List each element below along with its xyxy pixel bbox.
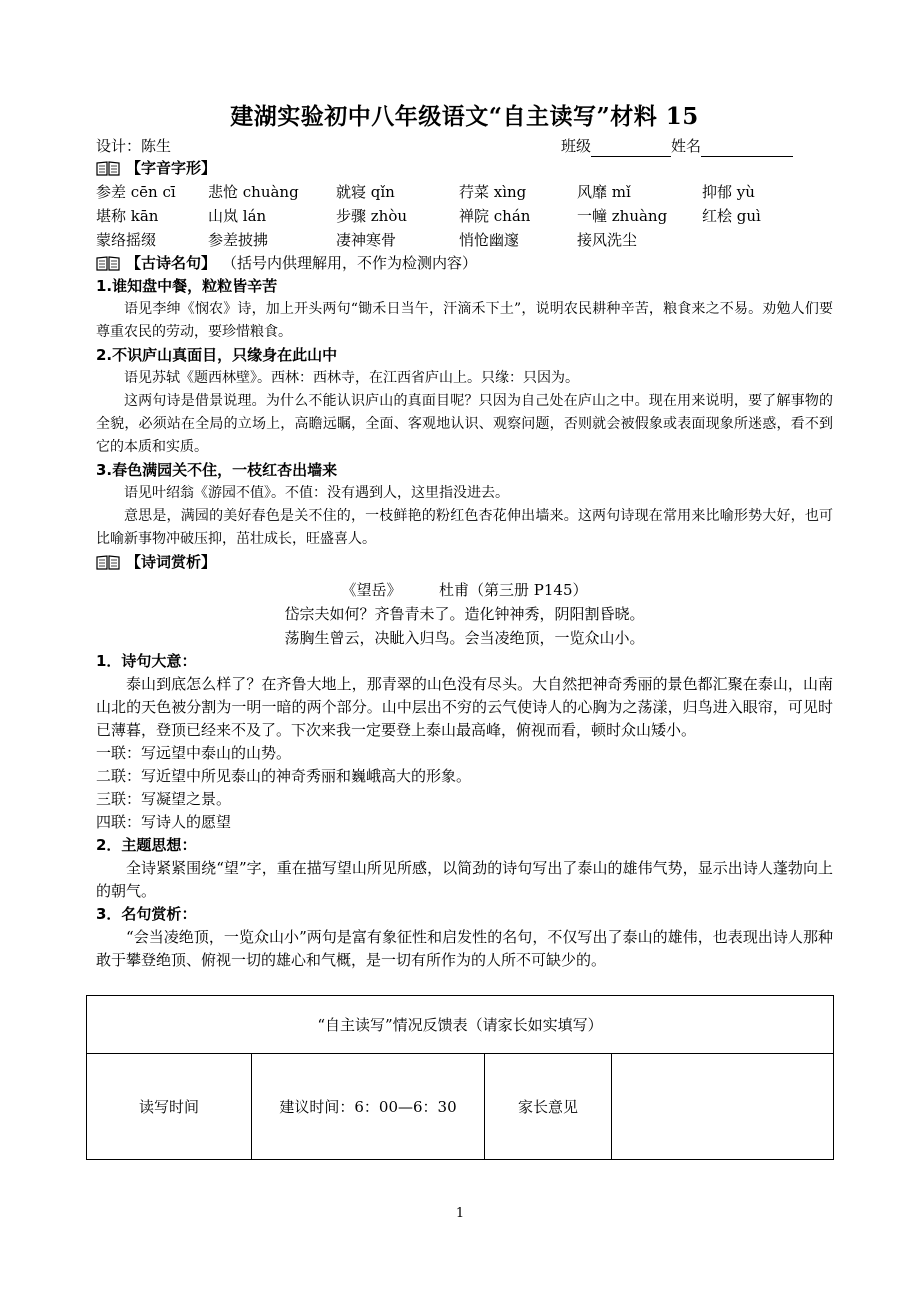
analysis-meaning-text: 泰山到底怎么样了？在齐鲁大地上，那青翠的山色没有尽头。大自然把神奇秀丽的景色都汇聚在泰山，山南山北的天色被分割为一明一暗的两个部分。山中层出不穷的云气使诗人的心胸为之荡漾，归鸟进入眼帘，可见时已薄暮，登顶已经来不及了。下次来我一定要登上泰山最高峰，俯视而看，顿时众山矮小。 [96, 675, 833, 739]
poem-author: 杜甫（第三册 P145） [439, 581, 588, 599]
vocab-item: 就寝 qǐn [336, 183, 395, 201]
vocab-item: 接风洗尘 [577, 231, 638, 249]
vocab-item: 凄神寒骨 [336, 231, 397, 249]
class-label: 班级 [560, 137, 591, 155]
quote-heading: 1.谁知盘中餐，粒粒皆辛苦 [96, 277, 278, 295]
page-title: 建湖实验初中八年级语文“自主读写”材料 15 [230, 103, 699, 130]
designer-label: 设计：陈生 [96, 137, 172, 155]
poem-line: 荡胸生曾云，决眦入归鸟。会当凌绝顶，一览众山小。 [284, 629, 645, 647]
couplet-note: 一联：写远望中泰山的山势。 [96, 744, 292, 762]
vocab-item: 荇菜 xìng [459, 183, 527, 201]
open-book-icon [96, 555, 120, 570]
vocab-item: 风靡 mǐ [577, 183, 631, 201]
section-appreciation [96, 551, 833, 574]
vocab-item: 参差披拂 [208, 231, 269, 249]
couplet-note: 四联：写诗人的愿望 [96, 813, 232, 831]
vocab-item: 山岚 lán [208, 207, 267, 225]
class-name-fields [561, 135, 793, 157]
open-book-icon [96, 256, 120, 271]
analysis-heading-meaning: 1．诗句大意： [96, 652, 197, 670]
quote-paragraph: 这两句诗是借景说理。为什么不能认识庐山的真面目呢？只因为自己处在庐山之中。现在用来说明，要了解事物的全貌，必须站在全局的立场上，高瞻远瞩，全面、客观地认识、观察问题，否则就会被假象或表面现象所迷惑，看不到它的本质和实质。 [96, 393, 833, 455]
class-blank[interactable] [591, 140, 671, 157]
vocab-item: 禅院 chán [459, 207, 531, 225]
feedback-table [86, 995, 834, 1160]
vocab-item: 步骤 zhòu [336, 207, 408, 225]
document-body [96, 98, 833, 972]
section-note: （括号内供理解用，不作为检测内容） [222, 254, 478, 272]
suggested-time: 建议时间：6：00—6：30 [252, 1054, 485, 1160]
page-number: 1 [455, 1206, 465, 1221]
analysis-heading-theme: 2．主题思想： [96, 836, 197, 854]
reading-time-label: 读写时间 [87, 1054, 252, 1160]
quote-heading: 3.春色满园关不住，一枝红杏出墙来 [96, 461, 338, 479]
vocab-item: 参差 cēn cī [96, 183, 176, 201]
section-label: 【诗词赏析】 [126, 553, 217, 571]
vocab-item: 抑郁 yù [702, 183, 755, 201]
section-poetry-lines [96, 252, 833, 275]
quote-paragraph: 语见李绅《悯农》诗，加上开头两句“锄禾日当午，汗滴禾下土”，说明农民耕种辛苦，粮食来之不易。劝勉人们要尊重农民的劳动，要珍惜粮食。 [96, 301, 833, 340]
vocab-item: 蒙络摇缀 [96, 231, 157, 249]
quote-heading: 2.不识庐山真面目，只缘身在此山中 [96, 346, 338, 364]
analysis-theme-text: 全诗紧紧围绕“望”字，重在描写望山所见所感，以简劲的诗句写出了泰山的雄伟气势，显示出诗人蓬勃向上的朝气。 [96, 859, 833, 900]
couplet-note: 三联：写凝望之景。 [96, 790, 232, 808]
poem-header [96, 578, 833, 602]
name-label: 姓名 [670, 137, 701, 155]
vocab-item: 悲怆 chuàng [208, 183, 299, 201]
poem-title: 《望岳》 [341, 581, 402, 599]
parent-opinion-field[interactable] [612, 1054, 834, 1160]
analysis-famous-text: “会当凌绝顶，一览众山小”两句是富有象征性和启发性的名句，不仅写出了泰山的雄伟，也表现出诗人那种敢于攀登绝顶、俯视一切的雄心和气概，是一切有所作为的人所不可缺少的。 [96, 928, 833, 969]
quote-paragraph: 语见叶绍翁《游园不值》。不值：没有遇到人，这里指没进去。 [124, 485, 509, 501]
analysis-heading-famous: 3．名句赏析： [96, 905, 197, 923]
couplet-note: 二联：写近望中所见泰山的神奇秀丽和巍峨高大的形象。 [96, 767, 472, 785]
section-label: 【字音字形】 [126, 159, 217, 177]
vocab-item [702, 228, 822, 252]
quote-paragraph: 意思是，满园的美好春色是关不住的，一枝鲜艳的粉红色杏花伸出墙来。这两句诗现在常用来比喻形势大好，也可比喻新事物冲破压抑，茁壮成长，旺盛喜人。 [96, 508, 833, 547]
vocab-item: 堪称 kān [96, 207, 159, 225]
vocab-item: 一幢 zhuàng [577, 207, 668, 225]
vocab-item: 红桧 guì [702, 207, 761, 225]
vocab-item: 悄怆幽邃 [459, 231, 520, 249]
header-meta [96, 135, 833, 157]
feedback-title: “自主读写”情况反馈表（请家长如实填写） [87, 996, 834, 1054]
parent-opinion-label: 家长意见 [485, 1054, 612, 1160]
section-pronunciation [96, 157, 833, 180]
name-blank[interactable] [701, 140, 793, 157]
quote-paragraph: 语见苏轼《题西林壁》。西林：西林寺，在江西省庐山上。只缘：只因为。 [124, 370, 579, 386]
open-book-icon [96, 161, 120, 176]
vocab-grid [96, 180, 833, 252]
section-label: 【古诗名句】 [126, 254, 217, 272]
poem-line: 岱宗夫如何？齐鲁青未了。造化钟神秀，阴阳割昏晓。 [284, 605, 645, 623]
